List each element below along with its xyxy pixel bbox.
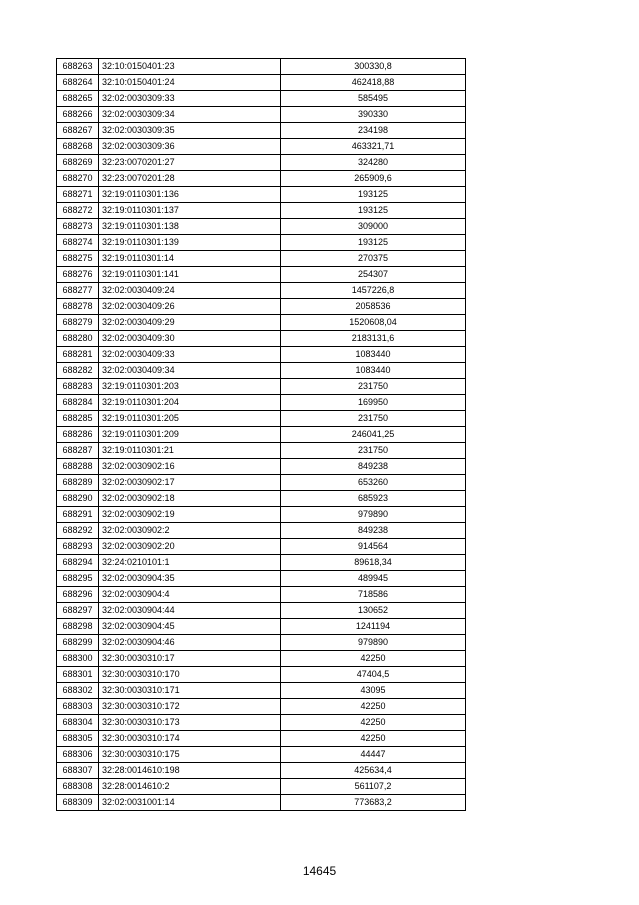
table-row (57, 107, 466, 123)
table-row (57, 363, 466, 379)
table-row (57, 75, 466, 91)
row-id-cell: 688268 (57, 139, 99, 155)
row-id-cell: 688263 (57, 59, 99, 75)
row-id-cell: 688300 (57, 651, 99, 667)
table-row (57, 747, 466, 763)
cadastral-number-cell: 32:30:0030310:171 (99, 683, 281, 699)
cadastral-number-cell: 32:19:0110301:21 (99, 443, 281, 459)
row-id-cell: 688287 (57, 443, 99, 459)
cadastral-number-cell: 32:19:0110301:205 (99, 411, 281, 427)
cadastral-number-cell: 32:30:0030310:173 (99, 715, 281, 731)
table-row (57, 331, 466, 347)
cadastral-value-table (56, 58, 466, 811)
value-cell: 2058536 (281, 299, 466, 315)
row-id-cell: 688304 (57, 715, 99, 731)
table-row (57, 619, 466, 635)
cadastral-number-cell: 32:02:0031001:14 (99, 795, 281, 811)
row-id-cell: 688309 (57, 795, 99, 811)
value-cell: 193125 (281, 235, 466, 251)
value-cell: 254307 (281, 267, 466, 283)
value-cell: 42250 (281, 731, 466, 747)
cadastral-number-cell: 32:24:0210101:1 (99, 555, 281, 571)
row-id-cell: 688299 (57, 635, 99, 651)
row-id-cell: 688267 (57, 123, 99, 139)
value-cell: 44447 (281, 747, 466, 763)
value-cell: 1241194 (281, 619, 466, 635)
cadastral-number-cell: 32:02:0030902:16 (99, 459, 281, 475)
value-cell: 390330 (281, 107, 466, 123)
table-row (57, 379, 466, 395)
value-cell: 234198 (281, 123, 466, 139)
cadastral-number-cell: 32:02:0030902:18 (99, 491, 281, 507)
row-id-cell: 688286 (57, 427, 99, 443)
cadastral-number-cell: 32:02:0030902:19 (99, 507, 281, 523)
value-cell: 231750 (281, 443, 466, 459)
table-row (57, 699, 466, 715)
row-id-cell: 688266 (57, 107, 99, 123)
cadastral-number-cell: 32:19:0110301:203 (99, 379, 281, 395)
value-cell: 324280 (281, 155, 466, 171)
cadastral-number-cell: 32:19:0110301:136 (99, 187, 281, 203)
table-row (57, 315, 466, 331)
value-cell: 979890 (281, 507, 466, 523)
value-cell: 193125 (281, 187, 466, 203)
row-id-cell: 688278 (57, 299, 99, 315)
table-row (57, 219, 466, 235)
row-id-cell: 688282 (57, 363, 99, 379)
value-cell: 462418,88 (281, 75, 466, 91)
table-row (57, 475, 466, 491)
table-row (57, 171, 466, 187)
cadastral-number-cell: 32:10:0150401:24 (99, 75, 281, 91)
table-row (57, 539, 466, 555)
table-row (57, 715, 466, 731)
cadastral-number-cell: 32:30:0030310:17 (99, 651, 281, 667)
row-id-cell: 688276 (57, 267, 99, 283)
row-id-cell: 688264 (57, 75, 99, 91)
value-cell: 773683,2 (281, 795, 466, 811)
cadastral-number-cell: 32:02:0030309:34 (99, 107, 281, 123)
value-cell: 231750 (281, 379, 466, 395)
row-id-cell: 688271 (57, 187, 99, 203)
cadastral-number-cell: 32:02:0030904:4 (99, 587, 281, 603)
value-cell: 270375 (281, 251, 466, 267)
cadastral-number-cell: 32:28:0014610:2 (99, 779, 281, 795)
row-id-cell: 688295 (57, 571, 99, 587)
row-id-cell: 688283 (57, 379, 99, 395)
row-id-cell: 688298 (57, 619, 99, 635)
table-row (57, 59, 466, 75)
cadastral-number-cell: 32:02:0030409:34 (99, 363, 281, 379)
table-row (57, 571, 466, 587)
table-row (57, 395, 466, 411)
row-id-cell: 688308 (57, 779, 99, 795)
cadastral-number-cell: 32:02:0030904:45 (99, 619, 281, 635)
cadastral-number-cell: 32:02:0030409:29 (99, 315, 281, 331)
table-row (57, 523, 466, 539)
cadastral-number-cell: 32:30:0030310:175 (99, 747, 281, 763)
value-cell: 193125 (281, 203, 466, 219)
value-cell: 231750 (281, 411, 466, 427)
table-row (57, 139, 466, 155)
cadastral-number-cell: 32:02:0030904:44 (99, 603, 281, 619)
table-row (57, 203, 466, 219)
table-row (57, 235, 466, 251)
cadastral-number-cell: 32:02:0030309:35 (99, 123, 281, 139)
row-id-cell: 688296 (57, 587, 99, 603)
row-id-cell: 688307 (57, 763, 99, 779)
row-id-cell: 688290 (57, 491, 99, 507)
cadastral-number-cell: 32:19:0110301:141 (99, 267, 281, 283)
row-id-cell: 688275 (57, 251, 99, 267)
value-cell: 425634,4 (281, 763, 466, 779)
row-id-cell: 688270 (57, 171, 99, 187)
table-row (57, 283, 466, 299)
row-id-cell: 688294 (57, 555, 99, 571)
value-cell: 43095 (281, 683, 466, 699)
value-cell: 489945 (281, 571, 466, 587)
row-id-cell: 688274 (57, 235, 99, 251)
table-row (57, 667, 466, 683)
value-cell: 42250 (281, 651, 466, 667)
value-cell: 463321,71 (281, 139, 466, 155)
row-id-cell: 688293 (57, 539, 99, 555)
value-cell: 653260 (281, 475, 466, 491)
cadastral-number-cell: 32:02:0030409:30 (99, 331, 281, 347)
value-cell: 2183131,6 (281, 331, 466, 347)
table-body (57, 59, 466, 811)
value-cell: 849238 (281, 523, 466, 539)
cadastral-number-cell: 32:19:0110301:138 (99, 219, 281, 235)
cadastral-number-cell: 32:23:0070201:27 (99, 155, 281, 171)
value-cell: 979890 (281, 635, 466, 651)
row-id-cell: 688273 (57, 219, 99, 235)
table-row (57, 779, 466, 795)
cadastral-number-cell: 32:02:0030904:46 (99, 635, 281, 651)
cadastral-number-cell: 32:02:0030902:17 (99, 475, 281, 491)
row-id-cell: 688292 (57, 523, 99, 539)
table-row (57, 635, 466, 651)
table-row (57, 411, 466, 427)
table-row (57, 731, 466, 747)
value-cell: 42250 (281, 699, 466, 715)
cadastral-number-cell: 32:02:0030409:33 (99, 347, 281, 363)
value-cell: 42250 (281, 715, 466, 731)
value-cell: 849238 (281, 459, 466, 475)
cadastral-number-cell: 32:28:0014610:198 (99, 763, 281, 779)
table-row (57, 587, 466, 603)
value-cell: 1083440 (281, 363, 466, 379)
cadastral-number-cell: 32:02:0030309:33 (99, 91, 281, 107)
cadastral-number-cell: 32:19:0110301:209 (99, 427, 281, 443)
row-id-cell: 688279 (57, 315, 99, 331)
value-cell: 1457226,8 (281, 283, 466, 299)
table-row (57, 459, 466, 475)
table-row (57, 491, 466, 507)
table-row (57, 155, 466, 171)
table-row (57, 443, 466, 459)
cadastral-number-cell: 32:10:0150401:23 (99, 59, 281, 75)
cadastral-number-cell: 32:02:0030409:26 (99, 299, 281, 315)
cadastral-number-cell: 32:30:0030310:172 (99, 699, 281, 715)
value-cell: 130652 (281, 603, 466, 619)
table-row (57, 267, 466, 283)
row-id-cell: 688289 (57, 475, 99, 491)
row-id-cell: 688302 (57, 683, 99, 699)
cadastral-number-cell: 32:19:0110301:137 (99, 203, 281, 219)
row-id-cell: 688305 (57, 731, 99, 747)
cadastral-number-cell: 32:19:0110301:204 (99, 395, 281, 411)
value-cell: 914564 (281, 539, 466, 555)
value-cell: 309000 (281, 219, 466, 235)
table-row (57, 603, 466, 619)
cadastral-number-cell: 32:30:0030310:170 (99, 667, 281, 683)
value-cell: 1520608,04 (281, 315, 466, 331)
cadastral-number-cell: 32:02:0030902:20 (99, 539, 281, 555)
cadastral-number-cell: 32:23:0070201:28 (99, 171, 281, 187)
table-row (57, 763, 466, 779)
cadastral-number-cell: 32:02:0030309:36 (99, 139, 281, 155)
row-id-cell: 688306 (57, 747, 99, 763)
value-cell: 685923 (281, 491, 466, 507)
cadastral-number-cell: 32:19:0110301:14 (99, 251, 281, 267)
row-id-cell: 688291 (57, 507, 99, 523)
cadastral-number-cell: 32:02:0030902:2 (99, 523, 281, 539)
value-cell: 246041,25 (281, 427, 466, 443)
table-row (57, 795, 466, 811)
row-id-cell: 688288 (57, 459, 99, 475)
value-cell: 718586 (281, 587, 466, 603)
row-id-cell: 688265 (57, 91, 99, 107)
cadastral-number-cell: 32:02:0030904:35 (99, 571, 281, 587)
row-id-cell: 688297 (57, 603, 99, 619)
row-id-cell: 688269 (57, 155, 99, 171)
table-row (57, 507, 466, 523)
value-cell: 169950 (281, 395, 466, 411)
table-row (57, 427, 466, 443)
row-id-cell: 688277 (57, 283, 99, 299)
table-row (57, 683, 466, 699)
row-id-cell: 688284 (57, 395, 99, 411)
row-id-cell: 688281 (57, 347, 99, 363)
cadastral-number-cell: 32:19:0110301:139 (99, 235, 281, 251)
table-row (57, 299, 466, 315)
value-cell: 300330,8 (281, 59, 466, 75)
page-number: 14645 (302, 864, 337, 878)
value-cell: 47404,5 (281, 667, 466, 683)
value-cell: 89618,34 (281, 555, 466, 571)
row-id-cell: 688280 (57, 331, 99, 347)
row-id-cell: 688301 (57, 667, 99, 683)
value-cell: 265909,6 (281, 171, 466, 187)
table-row (57, 123, 466, 139)
cadastral-number-cell: 32:30:0030310:174 (99, 731, 281, 747)
row-id-cell: 688272 (57, 203, 99, 219)
table-row (57, 187, 466, 203)
cadastral-number-cell: 32:02:0030409:24 (99, 283, 281, 299)
table-row (57, 555, 466, 571)
table-row (57, 347, 466, 363)
row-id-cell: 688303 (57, 699, 99, 715)
table-row (57, 251, 466, 267)
value-cell: 561107,2 (281, 779, 466, 795)
table-row (57, 91, 466, 107)
value-cell: 585495 (281, 91, 466, 107)
value-cell: 1083440 (281, 347, 466, 363)
row-id-cell: 688285 (57, 411, 99, 427)
table-row (57, 651, 466, 667)
